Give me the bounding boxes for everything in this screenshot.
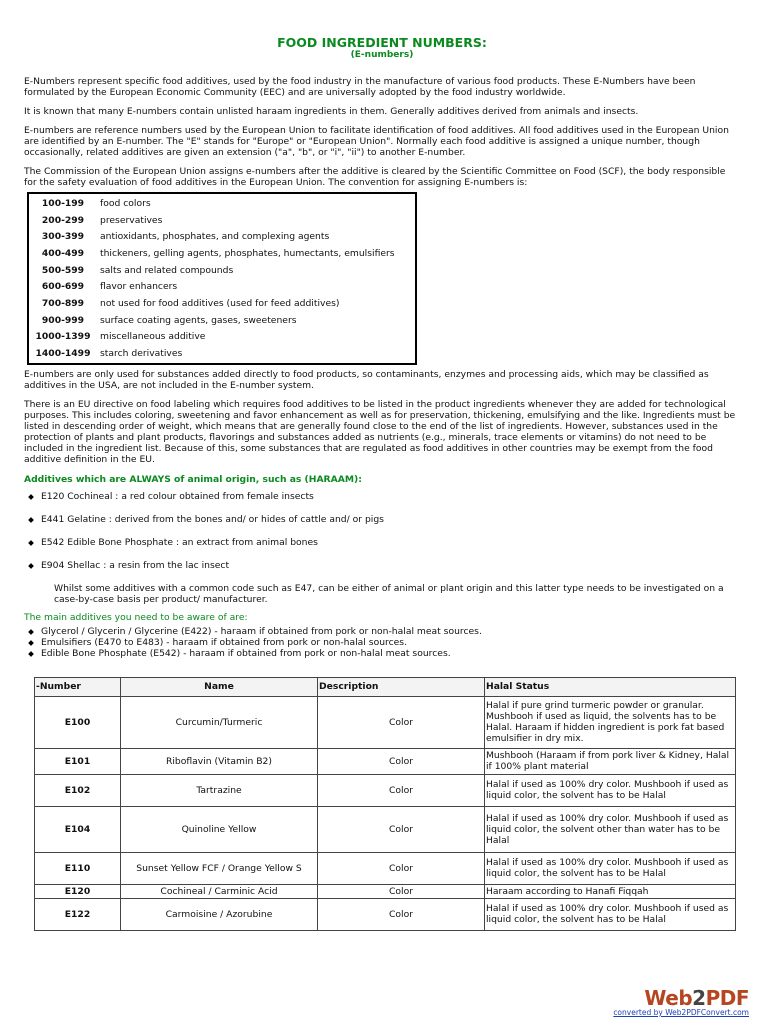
page-subtitle: (E-numbers) (350, 50, 414, 60)
range-row (29, 329, 415, 346)
document-page (24, 36, 740, 931)
column-header-name: Name (121, 677, 318, 696)
commission-paragraph: The Commission of the European Union assigns e-numbers after the additive is cleared by the Scientific Committee on Food (SCF), the body responsible for the safety evaluation of food additives in the European Union. The convention for assigning E-numbers is: (24, 166, 726, 188)
web2pdf-footer (613, 988, 749, 1018)
description-cell: Color (318, 774, 485, 806)
range-row (29, 345, 415, 362)
e-number-cell: E122 (35, 898, 121, 930)
web2pdf-logo (613, 988, 749, 1008)
halal-status-cell: Halal if used as 100% dry color. Mushbooh if used as liquid color, the solvent has to be Halal (485, 852, 736, 884)
table-row (35, 852, 736, 884)
haraam-note-paragraph: It is known that many E-numbers contain unlisted haraam ingredients in them. Generally additives derived from animals and insects. (24, 106, 639, 117)
table-row (35, 806, 736, 852)
converted-by-link[interactable]: converted by Web2PDFConvert.com (613, 1008, 749, 1017)
range-code: 400-499 (41, 247, 85, 259)
range-code: 700-899 (41, 297, 85, 309)
list-item: Emulsifiers (E470 to E483) - haraam if obtained from pork or non-halal sources. (24, 637, 740, 648)
range-description: surface coating agents, gases, sweeteners (100, 314, 297, 326)
range-description: miscellaneous additive (100, 331, 206, 343)
range-row (29, 278, 415, 295)
column-header-description: Description (318, 677, 485, 696)
range-description: salts and related compounds (100, 264, 234, 276)
description-cell: Color (318, 806, 485, 852)
e-number-cell: E101 (35, 748, 121, 774)
range-code: 500-599 (41, 264, 85, 276)
range-row (29, 295, 415, 312)
range-row (29, 245, 415, 262)
list-item: E120 Cochineal : a red colour obtained from female insects (24, 491, 740, 514)
range-code: 900-999 (41, 314, 85, 326)
additive-name-cell: Carmoisine / Azorubine (121, 898, 318, 930)
range-row (29, 212, 415, 229)
additive-name-cell: Sunset Yellow FCF / Orange Yellow S (121, 852, 318, 884)
range-row (29, 228, 415, 245)
page-title: FOOD INGREDIENT NUMBERS: (277, 35, 487, 50)
animal-origin-list (24, 491, 740, 583)
column-header-halal-status: Halal Status (485, 677, 736, 696)
range-description: starch derivatives (100, 348, 183, 360)
halal-status-cell: Halal if used as 100% dry color. Mushbooh if used as liquid color, the solvent has to be Halal (485, 774, 736, 806)
e-number-cell: E100 (35, 696, 121, 748)
intro-paragraph: E-Numbers represent specific food additives, used by the food industry in the manufacture of various food products. These E-Numbers have been formulated by the European Economic Community (EEC) and are universally adopted by the food industry worldwide. (24, 76, 696, 98)
e-number-cell: E110 (35, 852, 121, 884)
range-code: 300-399 (41, 231, 85, 243)
animal-origin-heading: Additives which are ALWAYS of animal origin, such as (HARAAM): (24, 473, 362, 485)
additive-name-cell: Tartrazine (121, 774, 318, 806)
table-row (35, 696, 736, 748)
animal-origin-note: Whilst some additives with a common code such as E47, can be either of animal or plant origin and this latter type needs to be investigated on a case-by-case basis per product/ manufacturer. (54, 582, 724, 605)
range-code: 200-299 (41, 214, 85, 226)
description-cell: Color (318, 898, 485, 930)
logo-pdf-text: PDF (705, 986, 749, 1010)
table-row (35, 898, 736, 930)
description-cell: Color (318, 852, 485, 884)
range-row (29, 195, 415, 212)
e-number-cell: E102 (35, 774, 121, 806)
description-cell: Color (318, 748, 485, 774)
e-number-cell: E104 (35, 806, 121, 852)
range-code: 1000-1399 (35, 331, 91, 343)
list-item: E904 Shellac : a resin from the lac insect (24, 560, 740, 583)
additive-name-cell: Riboflavin (Vitamin B2) (121, 748, 318, 774)
halal-status-cell: Haraam according to Hanafi Fiqqah (485, 884, 736, 898)
range-description: thickeners, gelling agents, phosphates, humectants, emulsifiers (100, 247, 395, 259)
range-code: 1400-1499 (35, 348, 91, 360)
e-number-range-table (27, 192, 417, 365)
table-row (35, 884, 736, 898)
range-description: preservatives (100, 214, 163, 226)
halal-status-cell: Mushbooh (Haraam if from pork liver & Kidney, Halal if 100% plant material (485, 748, 736, 774)
description-cell: Color (318, 696, 485, 748)
list-item: Glycerol / Glycerin / Glycerine (E422) - haraam if obtained from pork or non-halal meat sources. (24, 626, 740, 637)
list-item: Edible Bone Phosphate (E542) - haraam if obtained from pork or non-halal meat sources. (24, 648, 740, 659)
table-row (35, 748, 736, 774)
table-header-row (35, 677, 736, 696)
range-code: 600-699 (41, 281, 85, 293)
e-number-cell: E120 (35, 884, 121, 898)
range-description: food colors (100, 197, 151, 209)
range-row (29, 312, 415, 329)
list-item: E542 Edible Bone Phosphate : an extract from animal bones (24, 537, 740, 560)
halal-status-table (34, 677, 736, 931)
column-header-number: -Number (35, 677, 121, 696)
table-row (35, 774, 736, 806)
description-cell: Color (318, 884, 485, 898)
main-additives-heading: The main additives you need to be aware of are: (24, 611, 248, 623)
additive-name-cell: Cochineal / Carminic Acid (121, 884, 318, 898)
eu-directive-paragraph: There is an EU directive on food labeling which requires food additives to be listed in the product ingredients whenever they are added for technological purposes. This includes coloring, sweetening and favor enhancement as well as for preservation, thickening, emulsifying and the like. Ingredients must be listed in descending order of weight, which means that are generally found close to the end of the list of ingredients. However, substances used in the protection of plants and plant products, flavorings and substances added as nutrients (e.g., minerals, trace elements or vitamins) do not need to be included in the ingredient list. Because of this, some substances that are regulated as food additives in other countries may be exempt from the food additive definition in the EU. (24, 398, 736, 465)
halal-status-cell: Halal if pure grind turmeric powder or granular. Mushbooh if used as liquid, the solvents has to be Halal. Haraam if hidden ingredient is pork fat based emulsifier in dry mix. (485, 696, 736, 748)
e-number-scope-paragraph: E-numbers are only used for substances added directly to food products, so contaminants, enzymes and processing aids, which may be classified as additives in the USA, are not included in the E-number system. (24, 368, 709, 391)
list-item: E441 Gelatine : derived from the bones and/ or hides of cattle and/ or pigs (24, 514, 740, 537)
range-description: not used for food additives (used for feed additives) (100, 297, 340, 309)
range-row (29, 262, 415, 279)
range-description: flavor enhancers (100, 281, 178, 293)
range-code: 100-199 (41, 197, 85, 209)
additive-name-cell: Quinoline Yellow (121, 806, 318, 852)
eu-reference-paragraph: E-numbers are reference numbers used by the European Union to facilitate identification of food additives. All food additives used in the European Union are identified by an E-number. The "E" stands for "Europe" or "European Union". Normally each food additive is assigned a unique number, though occasionally, related additives are given an extension ("a", "b", or "i", "ii") to another E-number. (24, 125, 729, 158)
additive-name-cell: Curcumin/Turmeric (121, 696, 318, 748)
halal-status-cell: Halal if used as 100% dry color. Mushbooh if used as liquid color, the solvent other than water has to be Halal (485, 806, 736, 852)
main-additives-list (24, 626, 740, 659)
logo-web-text: Web (644, 986, 693, 1010)
logo-2-text: 2 (692, 986, 706, 1010)
range-description: antioxidants, phosphates, and complexing agents (100, 231, 330, 243)
halal-status-cell: Halal if used as 100% dry color. Mushbooh if used as liquid color, the solvent has to be Halal (485, 898, 736, 930)
halal-status-table-wrap (34, 677, 740, 931)
